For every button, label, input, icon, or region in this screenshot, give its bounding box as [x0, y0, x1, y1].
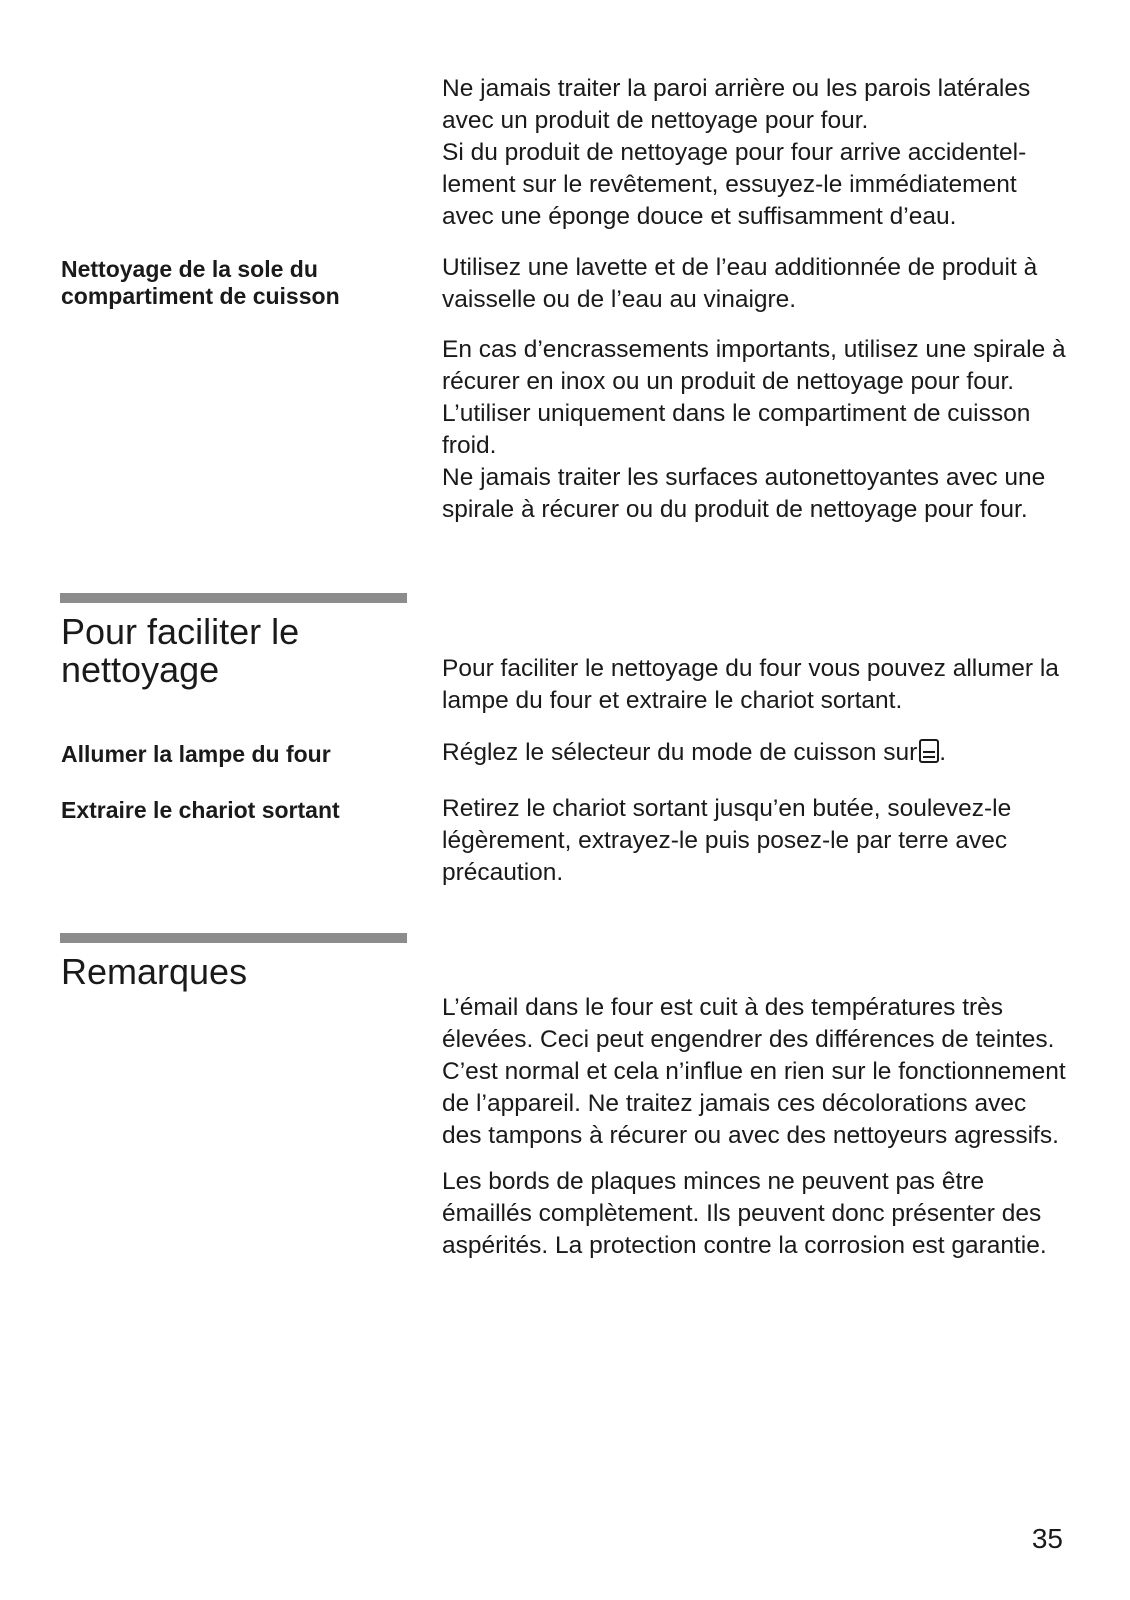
paragraph: L’émail dans le four est cuit à des températures très élevées. Ceci peut engendrer des différences de teintes. C’est normal et cela n’influe en rien sur le fonctionnement de l’appareil. Ne traitez jamais ces décolorations avec des tampons à récurer ou avec des nettoyeurs agressifs.	[442, 994, 1066, 1149]
section-heading-faciliter: Pour faciliter le nettoyage	[61, 611, 300, 690]
section-rule	[60, 593, 407, 603]
paragraph: Ne jamais traiter la paroi arrière ou les parois latérales avec un produit de nettoyage pour four.	[442, 75, 1031, 134]
remarques-text	[442, 992, 1072, 1262]
paragraph: Utilisez une lavette et de l’eau additionnée de produit à vaisselle ou de l’eau au vinaigre.	[442, 254, 1038, 313]
paragraph: En cas d’encrassements importants, utilisez une spirale à récurer en inox ou un produit de nettoyage pour four. L’utiliser uniquement dans le compartiment de cuisson froid.	[442, 336, 1066, 459]
chariot-instruction: Retirez le chariot sortant jusqu’en butée, soulevez-le légèrement, extrayez-le puis posez-le par terre avec précaution.	[442, 795, 1012, 886]
paragraph: Si du produit de nettoyage pour four arrive accidentel-lement sur le revêtement, essuyez-le immédiatement avec une éponge douce et suffisamment d’eau.	[442, 139, 1027, 230]
section-heading-remarques: Remarques	[61, 951, 248, 992]
lampe-instruction	[442, 737, 1072, 769]
sole-instructions	[442, 252, 1072, 526]
oven-lamp-mode-icon	[919, 739, 939, 763]
sole-subheading: Nettoyage de la sole du compartiment de cuisson	[61, 256, 340, 309]
paragraph: Ne jamais traiter les surfaces autonettoyantes avec une spirale à récurer ou du produit de nettoyage pour four.	[442, 464, 1046, 523]
paragraph: Les bords de plaques minces ne peuvent pas être émaillés complètement. Ils peuvent donc présenter des aspérités. La protection contre la corrosion est garantie.	[442, 1168, 1047, 1259]
chariot-subheading: Extraire le chariot sortant	[61, 797, 340, 823]
lampe-end: .	[939, 739, 947, 766]
page-number: 35	[1031, 1523, 1063, 1554]
oven-walls-warning	[442, 73, 1072, 233]
section-rule	[60, 933, 407, 943]
lampe-subheading: Allumer la lampe du four	[61, 741, 331, 767]
lampe-text: Réglez le sélecteur du mode de cuisson sur	[442, 739, 918, 766]
faciliter-intro: Pour faciliter le nettoyage du four vous pouvez allumer la lampe du four et extraire le chariot sortant.	[442, 655, 1059, 714]
